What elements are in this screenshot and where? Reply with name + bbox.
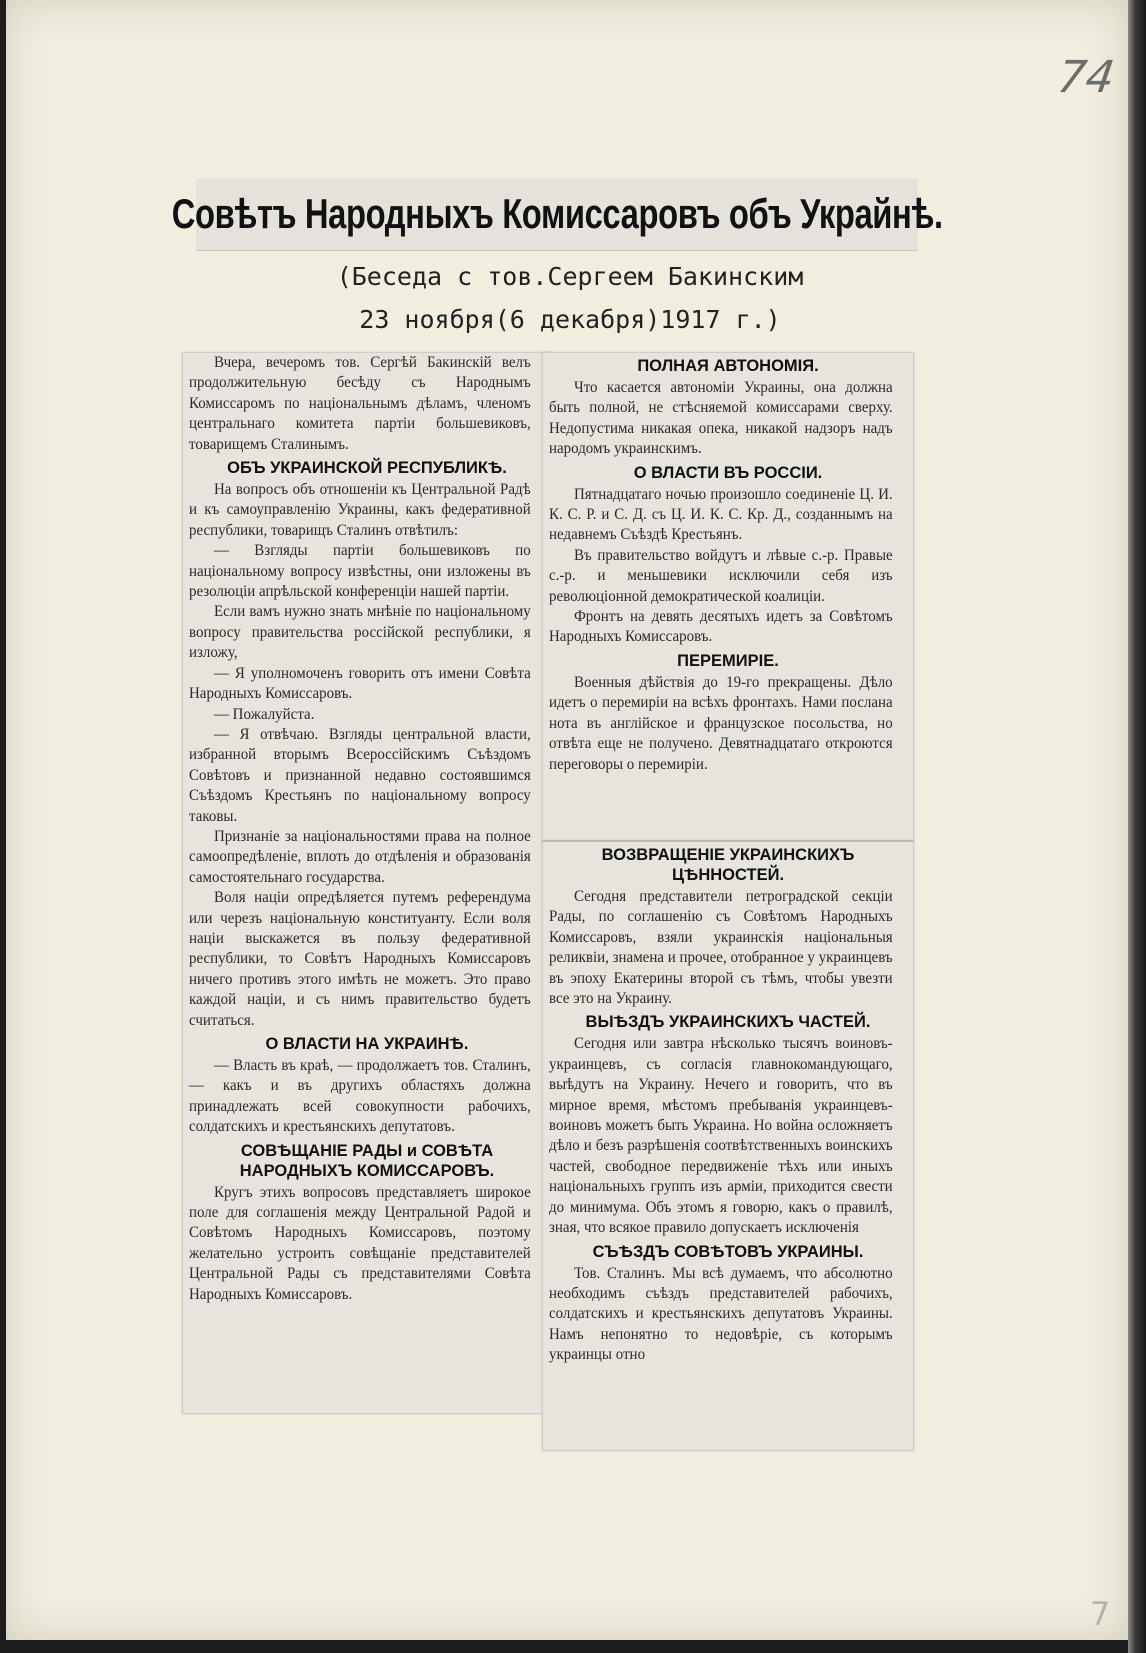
paragraph: Воля націи опредѣляется путемъ референдума или черезъ національную конституанту. Если воля націи выскажется въ пользу федеративной республики, то Совѣтъ Народныхъ Комиссаровъ ничего противъ этого имѣть не можетъ. Это право каждой націи, и съ нимъ правительство будетъ считаться. xyxy=(189,889,531,1029)
paragraph: — Пожалуйста. xyxy=(213,705,315,723)
paragraph: Сегодня или завтра нѣсколько тысячъ воиновъ-украинцевъ, съ согласія главнокомандующаго, выѣдутъ на Украину. Нечего и говорить, что въ мирное время, мѣстомъ пребыванія украинцевъ-воиновъ можетъ быть Украина. Но война осложняетъ дѣло и безъ разрѣшенія соотвѣтственныхъ воинскихъ частей, свободное передвиженіе тѣхъ или иныхъ національныхъ группъ изъ арміи, приходится свести до минимума. Объ этомъ я говорю, какъ о правилѣ, зная, что всякое правило допускаетъ исключенія xyxy=(549,1035,893,1237)
page-edge xyxy=(1128,0,1146,1653)
article-headline: Совѣтъ Народныхъ Комиссаровъ объ Украйнѣ. xyxy=(171,190,943,237)
section-heading: О ВЛАСТИ ВЪ РОССІИ. xyxy=(633,463,823,482)
paragraph: Пятнадцатаго ночью произошло соединеніе Ц. И. К. С. Р. и С. Д. съ Ц. И. К. С. Кр. Д., созданнымъ на недавнемъ Съѣздѣ Крестьянъ. xyxy=(549,485,893,544)
section-heading: ВОЗВРАЩЕНІЕ УКРАИНСКИХЪ ЦѢННОСТЕЙ. xyxy=(601,846,855,884)
paragraph: — Я уполномоченъ говорить отъ имени Совѣта Народныхъ Комиссаровъ. xyxy=(189,664,531,703)
section-heading: ОБЪ УКРАИНСКОЙ РЕСПУБЛИКѢ. xyxy=(227,459,507,478)
paragraph: Если вамъ нужно знать мнѣніе по національному вопросу правительства россійской республики, я изложу, xyxy=(189,603,531,662)
section-heading: ПЕРЕМИРІЕ. xyxy=(677,651,779,670)
section-heading: СЪѢЗДЪ СОВѢТОВЪ УКРАИНЫ. xyxy=(592,1242,864,1261)
right-column-bottom-clipping xyxy=(542,840,914,1451)
typed-subtitle-line-2: 23 ноября(6 декабря)1917 г.) xyxy=(359,305,781,334)
paragraph: Тов. Сталинъ. Мы всѣ думаемъ, что абсолютно необходимъ съѣздъ представителей рабочихъ, солдатскихъ и крестьянскихъ депутатовъ Украины. Намъ непонятно то недовѣріе, съ которымъ украинцы отно xyxy=(549,1264,893,1364)
left-column-clipping xyxy=(182,352,552,1414)
archive-page-number: 74 xyxy=(1054,52,1118,103)
paragraph: Въ правительство войдутъ и лѣвые с.-р. Правые с.-р. и меньшевики исключили себя изъ революціонной демократической коалиціи. xyxy=(549,546,893,605)
paragraph: Фронтъ на девять десятыхъ идетъ за Совѣтомъ Народныхъ Комиссаровъ. xyxy=(549,608,893,646)
paragraph: Признаніе за національностями права на полное самоопредѣленіе, вплоть до отдѣленія и образованія самостоятельнаго государства. xyxy=(189,827,531,886)
intro-paragraph: Вчера, вечеромъ тов. Сергѣй Бакинскій велъ продолжительную бесѣду съ Народнымъ Комиссаромъ по національнымъ дѣламъ, членомъ центральнаго комитета партіи большевиковъ, товарищемъ Сталинымъ. xyxy=(189,354,531,453)
paragraph: — Взгляды партіи большевиковъ по національному вопросу извѣстны, они изложены въ резолюціи апрѣльской конференціи нашей партіи. xyxy=(189,542,531,601)
right-column-top-clipping xyxy=(542,352,914,842)
paragraph: На вопросъ объ отношеніи къ Центральной Радѣ и къ самоуправленію Украины, какъ федеративной республики, товарищъ Сталинъ отвѣтилъ: xyxy=(189,481,531,539)
paragraph: — Я отвѣчаю. Взгляды центральной власти, избранной вторымъ Всероссійскимъ Съѣздомъ Совѣтовъ и признанной недавно состоявшимся Съѣздомъ Крестьянъ по національному вопросу таковы. xyxy=(189,725,531,825)
section-heading: ПОЛНАЯ АВТОНОМІЯ. xyxy=(637,357,819,375)
paragraph: Военныя дѣйствія до 19-го прекращены. Дѣло идетъ о перемиріи на всѣхъ фронтахъ. Нами послана нота въ англійское и французское посольства, но отвѣта еще не получено. Девятнадцатаго откроются переговоры о перемиріи. xyxy=(549,673,893,773)
section-heading: ВЫѢЗДЪ УКРАИНСКИХЪ ЧАСТЕЙ. xyxy=(585,1013,871,1032)
corner-mark: 7 xyxy=(1090,1595,1111,1633)
paragraph: — Власть въ краѣ, — продолжаетъ тов. Сталинъ, — какъ и въ другихъ областяхъ должна принадлежать всей совокупности рабочихъ, солдатскихъ и крестьянскихъ депутатовъ. xyxy=(189,1057,531,1136)
section-heading: СОВѢЩАНІЕ РАДЫ и СОВѢТА НАРОДНЫХЪ КОМИССАРОВЪ. xyxy=(239,1141,495,1180)
section-heading: О ВЛАСТИ НА УКРАИНѢ. xyxy=(265,1035,469,1053)
paragraph: Что касается автономіи Украины, она должна быть полной, не стѣсняемой комиссарами сверху. Недопустима никакая опека, никакой надзоръ надъ народомъ украинскимъ. xyxy=(549,379,893,458)
paragraph: Кругъ этихъ вопросовъ представляетъ широкое поле для соглашенія между Центральной Радой и Совѣтомъ Народныхъ Комиссаровъ, поэтому желательно устроить совѣщаніе представителей Центральной Рады съ представителями Совѣта Народныхъ Комиссаровъ. xyxy=(189,1183,531,1303)
typed-subtitle-line-1: (Беседа с тов.Сергеем Бакинским xyxy=(336,262,804,291)
headline-clipping xyxy=(171,178,943,251)
paragraph: Сегодня представители петроградской секціи Рады, по соглашенію съ Совѣтомъ Народныхъ Комиссаровъ, взяли украинскія національныя реликвіи, знамена и прочее, отобранное у украинцевъ въ эпоху Екатерины второй съ тѣмъ, чтобы увезти все это на Украину. xyxy=(549,888,893,1008)
